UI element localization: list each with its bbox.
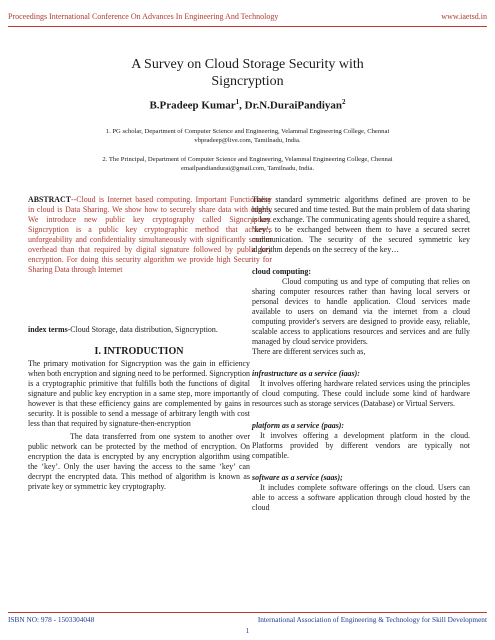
- service-text-iaas: It involves offering hardware related services using the principles of cloud computing. These could include some kind of hardware resources such as storage services (Database) or Virtual Servers.: [252, 379, 470, 408]
- introduction-paragraph-2: The data transferred from one system to another over public network can be protected by the method of encryption. On encryption the data is encrypted by any encryption algorithm using the ‘key’. Only the user having the access to the same ‘key’ can decrypt the encrypted data. This method of algorithm is known as private key or symmetric key cryptography.: [28, 432, 250, 491]
- authors: [0, 98, 495, 112]
- right-column: [252, 195, 470, 513]
- abstract: [28, 195, 272, 275]
- title-line-2: Signcryption: [211, 74, 284, 89]
- page-header: [8, 12, 487, 24]
- left-column: [28, 195, 272, 492]
- index-terms-text: -Cloud Storage, data distribution, Signcryption.: [67, 325, 218, 334]
- affiliation-1: [40, 127, 455, 145]
- index-terms-label: index terms: [28, 325, 68, 334]
- services-intro: There are different services such as,: [252, 347, 366, 356]
- symmetric-paragraph: These standard symmetric algorithms defined are proven to be highly secured and time tested. But the main problem of data sharing is key exchange. The communicating agents should require a shared, ‘key’, to be exchanged between them to have a secured secret communication. The security of the secured symmetric key algorithm depends on the secrecy of the key…: [252, 195, 470, 254]
- service-text-paas: It involves offering a development platform in the cloud. Platforms provided by different vendors are typically not compatible.: [252, 431, 470, 460]
- affiliation-1-line-2: vbpradeep@live.com, Tamilnadu, India.: [194, 137, 301, 144]
- service-heading-saas: software as a service (saas);: [252, 473, 343, 482]
- affiliation-2-line-2: emailpandiandurai@gmail.com, Tamilnadu, India.: [181, 165, 314, 172]
- author-1-sup: 1: [235, 98, 240, 106]
- service-text-saas: It includes complete software offerings on the cloud. Users can able to access a software application through cloud hosted by the cloud: [252, 483, 470, 512]
- author-separator: ,: [239, 99, 245, 112]
- header-conference: Proceedings International Conference On Advances In Engineering And Technology: [8, 12, 279, 21]
- introduction-paragraph-1: The primary motivation for Signcryption was the gain in efficiency when both encryption and signing need to be performed. Signcryption is a cryptographic primitive that fulfills both the functions of digital signature and public key encryption in a same step, more importantly however is that these efficiency gains are complemented by gains in security. It is possible to send a message of arbitrary length with cost less than that required by signature-then-encryption: [28, 359, 250, 428]
- index-terms: [28, 325, 250, 335]
- affiliation-2: [40, 155, 455, 173]
- header-website[interactable]: www.iaetsd.in: [441, 12, 487, 21]
- service-heading-paas: platform as a service (paas):: [252, 421, 345, 430]
- service-heading-iaas: infrastructure as a service (iaas):: [252, 369, 360, 378]
- footer-isbn: ISBN NO: 978 - 1503304048: [8, 615, 95, 624]
- author-1: B.Pradeep Kumar: [149, 99, 236, 112]
- page-number: 1: [245, 627, 250, 635]
- paper-title: [0, 56, 495, 90]
- cloud-computing-paragraph: Cloud computing us and type of computing that relies on sharing computer resources rather than having local servers or personal devices to handle application. Cloud services made available to users on demand via the internet from a cloud computing provider's servers are designed to provide easy, reliable, scalable access to applications resources and services and are fully managed by cloud service providers.: [252, 277, 470, 346]
- introduction-heading: I. INTRODUCTION: [94, 346, 184, 357]
- footer-divider: [8, 612, 487, 613]
- affiliation-1-line-1: PG scholar, Department of Computer Science and Engineering, Velammal Engineering College, Chennai: [112, 128, 390, 135]
- author-2: Dr.N.DuraiPandiyan: [244, 99, 343, 112]
- affiliation-2-num: 2.: [102, 156, 108, 163]
- affiliation-2-line-1: The Principal, Department of Computer Science and Engineering, Velammal Engineering College, Chennai: [108, 156, 393, 163]
- abstract-text: --Cloud is Internet based computing. Important Functionality in cloud is Data Sharing. We show how to securely share data with others. We introduce new public key cryptography called Signcryption. Signcryption is a public key cryptographic method that achieves unforgeability and confidentiality simultaneously with significantly smaller overhead than that required by digital signature followed by public key encryption. For doing this security algorithm we provide high Security for Sharing Data through Internet: [28, 195, 272, 274]
- title-line-1: A Survey on Cloud Storage Security with: [131, 57, 364, 72]
- cloud-computing-heading: cloud computing:: [252, 267, 311, 276]
- abstract-label: ABSTRACT: [28, 195, 71, 204]
- affiliation-1-num: 1.: [105, 128, 111, 135]
- footer-association: International Association of Engineering & Technology for Skill Development: [257, 615, 487, 624]
- header-divider: [8, 26, 487, 27]
- author-2-sup: 2: [342, 98, 346, 106]
